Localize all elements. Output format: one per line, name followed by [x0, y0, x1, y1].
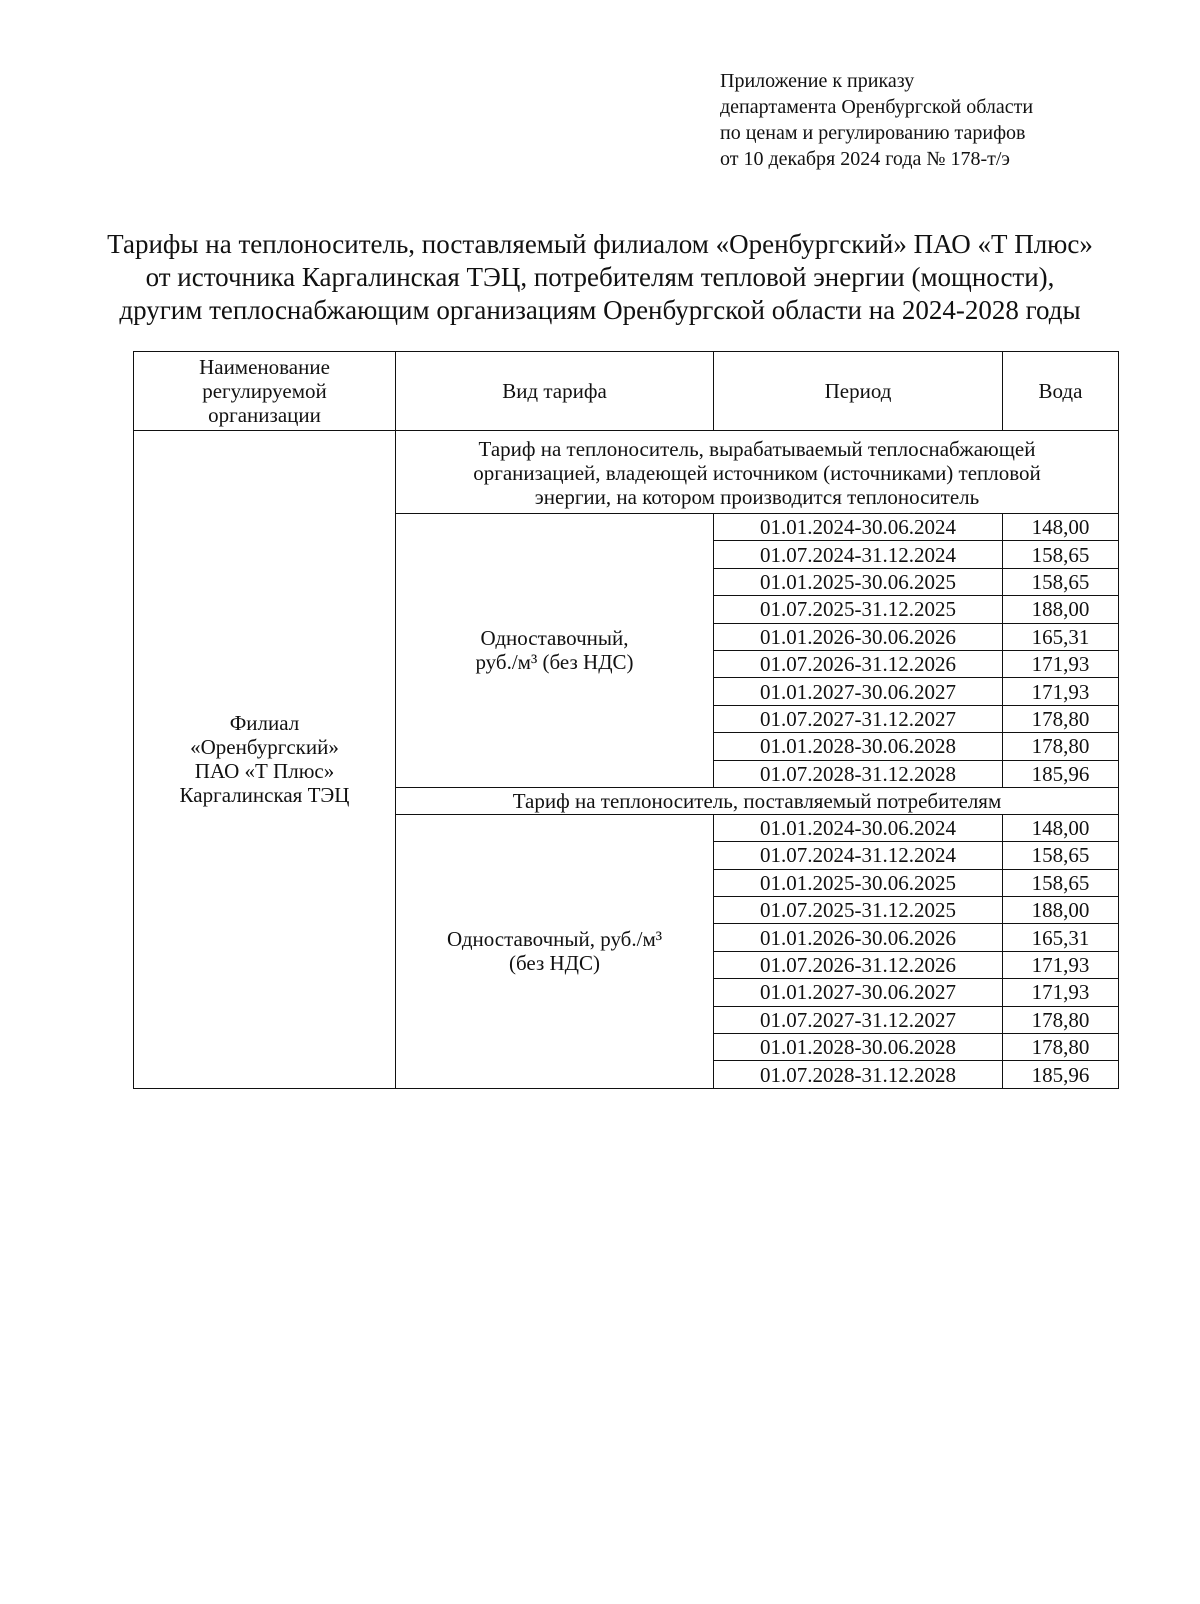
- organization-cell: [134, 431, 396, 1089]
- water-value-cell: 178,80: [1003, 1034, 1119, 1061]
- water-value-cell: 178,80: [1003, 733, 1119, 760]
- title-line: другим теплоснабжающим организациям Оренбургской области на 2024-2028 годы: [119, 295, 1081, 325]
- water-value-cell: 171,93: [1003, 678, 1119, 705]
- period-cell: 01.07.2026-31.12.2026: [714, 951, 1003, 978]
- period-cell: 01.01.2027-30.06.2027: [714, 979, 1003, 1006]
- period-cell: 01.07.2027-31.12.2027: [714, 1006, 1003, 1033]
- appendix-reference: [720, 68, 1160, 172]
- header-tariff-kind: Вид тарифа: [396, 352, 714, 431]
- header-org-line: организации: [208, 403, 321, 427]
- appendix-line: Приложение к приказу: [720, 70, 915, 92]
- organization-line: Филиал: [229, 711, 300, 736]
- period-cell: 01.01.2025-30.06.2025: [714, 869, 1003, 896]
- water-value-cell: 178,80: [1003, 705, 1119, 732]
- period-cell: 01.07.2024-31.12.2024: [714, 541, 1003, 568]
- header-organization: [134, 352, 396, 431]
- tariff-kind-line: Одноставочный,: [480, 626, 629, 651]
- period-cell: 01.01.2026-30.06.2026: [714, 924, 1003, 951]
- period-cell: 01.01.2025-30.06.2025: [714, 568, 1003, 595]
- period-cell: 01.07.2025-31.12.2025: [714, 596, 1003, 623]
- period-cell: 01.01.2028-30.06.2028: [714, 1034, 1003, 1061]
- water-value-cell: 148,00: [1003, 814, 1119, 841]
- title-line: Тарифы на теплоноситель, поставляемый филиалом «Оренбургский» ПАО «Т Плюс»: [107, 229, 1093, 259]
- section1-heading-line: Тариф на теплоноситель, вырабатываемый теплоснабжающей: [478, 437, 1036, 461]
- water-value-cell: 171,93: [1003, 979, 1119, 1006]
- tariff-table: [133, 351, 1119, 1089]
- section1-heading-line: организацией, владеющей источником (источниками) тепловой: [473, 461, 1041, 485]
- period-cell: 01.01.2027-30.06.2027: [714, 678, 1003, 705]
- period-cell: 01.07.2027-31.12.2027: [714, 705, 1003, 732]
- appendix-line: департамента Оренбургской области: [720, 96, 1034, 118]
- section2-heading: Тариф на теплоноситель, поставляемый потребителям: [396, 787, 1119, 814]
- section1-heading-row: [134, 431, 1119, 514]
- tariff-kind-line: (без НДС): [508, 951, 600, 976]
- header-water: Вода: [1003, 352, 1119, 431]
- period-cell: 01.07.2026-31.12.2026: [714, 650, 1003, 677]
- section2-tariff-kind: [396, 814, 714, 1088]
- period-cell: 01.07.2025-31.12.2025: [714, 897, 1003, 924]
- water-value-cell: 171,93: [1003, 650, 1119, 677]
- section1-heading-line: энергии, на котором производится теплоноситель: [534, 485, 980, 509]
- appendix-line: от 10 декабря 2024 года № 178-т/э: [720, 148, 1010, 170]
- water-value-cell: 185,96: [1003, 760, 1119, 787]
- document-title: [60, 228, 1140, 327]
- organization-line: ПАО «Т Плюс»: [194, 759, 335, 784]
- water-value-cell: 188,00: [1003, 596, 1119, 623]
- header-org-line: Наименование: [199, 355, 330, 379]
- water-value-cell: 188,00: [1003, 897, 1119, 924]
- water-value-cell: 165,31: [1003, 623, 1119, 650]
- water-value-cell: 158,65: [1003, 842, 1119, 869]
- water-value-cell: 158,65: [1003, 568, 1119, 595]
- section1-heading: [396, 431, 1119, 514]
- table-header-row: [134, 352, 1119, 431]
- section1-tariff-kind: [396, 514, 714, 788]
- organization-line: «Оренбургский»: [190, 735, 339, 760]
- water-value-cell: 148,00: [1003, 514, 1119, 541]
- organization-line: Каргалинская ТЭЦ: [179, 783, 350, 808]
- water-value-cell: 158,65: [1003, 869, 1119, 896]
- water-value-cell: 185,96: [1003, 1061, 1119, 1088]
- period-cell: 01.01.2028-30.06.2028: [714, 733, 1003, 760]
- tariff-kind-line: руб./м³ (без НДС): [475, 650, 634, 675]
- water-value-cell: 171,93: [1003, 951, 1119, 978]
- header-period: Период: [714, 352, 1003, 431]
- period-cell: 01.07.2028-31.12.2028: [714, 1061, 1003, 1088]
- period-cell: 01.01.2024-30.06.2024: [714, 514, 1003, 541]
- header-org-line: регулируемой: [202, 379, 327, 403]
- water-value-cell: 178,80: [1003, 1006, 1119, 1033]
- tariff-kind-line: Одноставочный, руб./м³: [446, 927, 663, 952]
- water-value-cell: 165,31: [1003, 924, 1119, 951]
- appendix-line: по ценам и регулированию тарифов: [720, 122, 1026, 144]
- water-value-cell: 158,65: [1003, 541, 1119, 568]
- period-cell: 01.07.2028-31.12.2028: [714, 760, 1003, 787]
- period-cell: 01.07.2024-31.12.2024: [714, 842, 1003, 869]
- period-cell: 01.01.2024-30.06.2024: [714, 814, 1003, 841]
- period-cell: 01.01.2026-30.06.2026: [714, 623, 1003, 650]
- title-line: от источника Каргалинская ТЭЦ, потребителям тепловой энергии (мощности),: [145, 262, 1055, 292]
